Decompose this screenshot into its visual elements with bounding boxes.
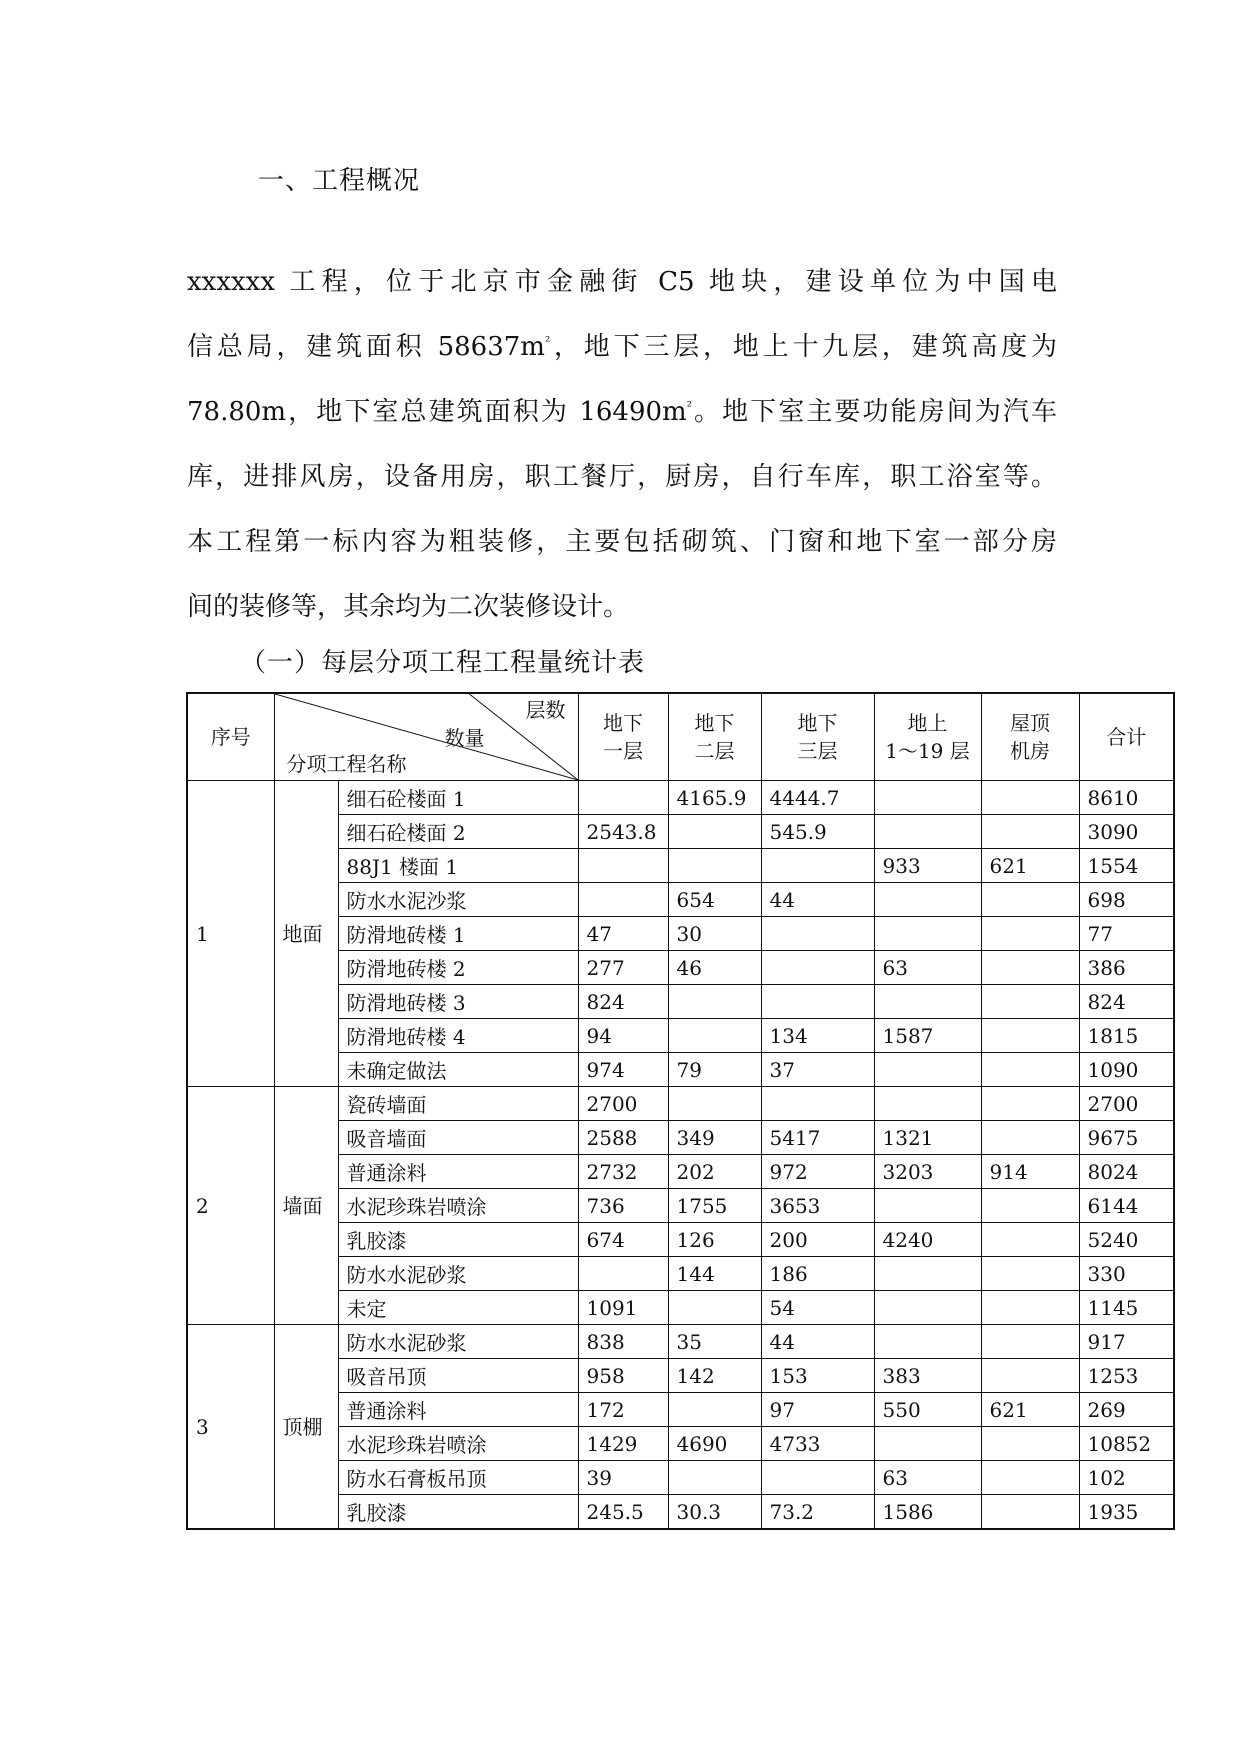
paragraph-line: 库，进排风房，设备用房，职工餐厅，厨房，自行车库，职工浴室等。: [187, 462, 1057, 492]
quantity-cell: [668, 1019, 761, 1053]
quantity-cell: [981, 1223, 1079, 1257]
quantity-cell: [981, 1019, 1079, 1053]
item-name-cell: 防水石膏板吊顶: [338, 1461, 578, 1495]
quantity-cell: 2700: [578, 1087, 668, 1121]
item-name-cell: 吸音墙面: [338, 1121, 578, 1155]
quantity-cell: 383: [874, 1359, 981, 1393]
quantity-cell: 621: [981, 849, 1079, 883]
quantity-cell: 5417: [761, 1121, 874, 1155]
paragraph-line: xxxxxx 工程，位于北京市金融街 C5 地块，建设单位为中国电: [187, 267, 1057, 297]
quantity-cell: 126: [668, 1223, 761, 1257]
quantity-cell: 4690: [668, 1427, 761, 1461]
table-header-row: [187, 693, 1174, 781]
quantity-cell: 958: [578, 1359, 668, 1393]
quantity-cell: [578, 883, 668, 917]
quantity-cell: [874, 815, 981, 849]
quantity-cell: 386: [1079, 951, 1174, 985]
quantity-cell: [981, 1495, 1079, 1530]
table-title: （一）每层分项工程工程量统计表: [240, 648, 646, 678]
quantity-cell: 1253: [1079, 1359, 1174, 1393]
quantity-cell: [874, 985, 981, 1019]
quantity-cell: 933: [874, 849, 981, 883]
quantity-cell: 186: [761, 1257, 874, 1291]
group-seq: 2: [187, 1087, 274, 1325]
quantity-cell: 35: [668, 1325, 761, 1359]
header-col: 地下 三层: [761, 693, 874, 781]
quantity-cell: 824: [1079, 985, 1174, 1019]
item-name-cell: 乳胶漆: [338, 1495, 578, 1530]
quantity-cell: 1815: [1079, 1019, 1174, 1053]
group-category-label: 墙面: [282, 1193, 323, 1218]
quantity-cell: 674: [578, 1223, 668, 1257]
quantity-cell: 1935: [1079, 1495, 1174, 1530]
quantity-cell: 144: [668, 1257, 761, 1291]
quantity-cell: [981, 1121, 1079, 1155]
quantity-cell: 4444.7: [761, 781, 874, 815]
quantity-cell: [761, 917, 874, 951]
quantity-cell: 44: [761, 883, 874, 917]
quantity-cell: [668, 849, 761, 883]
quantity-cell: 153: [761, 1359, 874, 1393]
quantity-cell: 172: [578, 1393, 668, 1427]
quantity-cell: [668, 1087, 761, 1121]
group-category-label: 地面: [282, 921, 323, 946]
header-diagonal-cell: [274, 693, 578, 781]
quantity-cell: 9675: [1079, 1121, 1174, 1155]
quantity-cell: 838: [578, 1325, 668, 1359]
item-name-cell: 水泥珍珠岩喷涂: [338, 1189, 578, 1223]
item-name-cell: 瓷砖墙面: [338, 1087, 578, 1121]
quantity-cell: 974: [578, 1053, 668, 1087]
quantity-cell: 8610: [1079, 781, 1174, 815]
quantity-cell: [761, 1087, 874, 1121]
group-category: [274, 1087, 338, 1325]
quantity-cell: [668, 815, 761, 849]
header-name-label: 分项工程名称: [286, 752, 407, 776]
item-name-cell: 未确定做法: [338, 1053, 578, 1087]
quantity-cell: 3653: [761, 1189, 874, 1223]
quantity-cell: 914: [981, 1155, 1079, 1189]
quantity-cell: 46: [668, 951, 761, 985]
quantity-cell: [981, 1053, 1079, 1087]
quantity-cell: 73.2: [761, 1495, 874, 1530]
quantity-cell: 550: [874, 1393, 981, 1427]
quantity-cell: [578, 1257, 668, 1291]
quantity-cell: 200: [761, 1223, 874, 1257]
quantity-cell: 1554: [1079, 849, 1174, 883]
item-name-cell: 防水水泥沙浆: [338, 883, 578, 917]
quantity-cell: 1587: [874, 1019, 981, 1053]
quantity-cell: 63: [874, 1461, 981, 1495]
quantity-cell: [874, 1189, 981, 1223]
table-row: [187, 1087, 1174, 1121]
quantity-cell: 621: [981, 1393, 1079, 1427]
quantity-cell: [981, 917, 1079, 951]
header-qty-label: 数量: [444, 726, 485, 750]
quantity-cell: [981, 1189, 1079, 1223]
quantity-cell: [981, 1325, 1079, 1359]
group-category: [274, 781, 338, 1087]
quantity-cell: [981, 1359, 1079, 1393]
quantity-cell: 4240: [874, 1223, 981, 1257]
quantity-cell: [874, 1427, 981, 1461]
quantity-cell: [981, 951, 1079, 985]
quantity-cell: [981, 815, 1079, 849]
quantity-cell: 1091: [578, 1291, 668, 1325]
item-name-cell: 普通涂料: [338, 1155, 578, 1189]
quantity-cell: 202: [668, 1155, 761, 1189]
group-seq: 3: [187, 1325, 274, 1530]
item-name-cell: 细石砼楼面 1: [338, 781, 578, 815]
table-body: [187, 781, 1174, 1530]
quantity-cell: [761, 849, 874, 883]
quantity-cell: 4733: [761, 1427, 874, 1461]
quantity-cell: 30.3: [668, 1495, 761, 1530]
quantity-cell: [981, 985, 1079, 1019]
quantity-cell: 654: [668, 883, 761, 917]
item-name-cell: 防滑地砖楼 2: [338, 951, 578, 985]
header-floor-label: 层数: [525, 698, 566, 722]
item-name-cell: 乳胶漆: [338, 1223, 578, 1257]
header-col: 地下 二层: [668, 693, 761, 781]
quantity-cell: 10852: [1079, 1427, 1174, 1461]
quantity-cell: [761, 951, 874, 985]
quantity-cell: [981, 1291, 1079, 1325]
quantity-cell: 8024: [1079, 1155, 1174, 1189]
quantity-cell: 2700: [1079, 1087, 1174, 1121]
group-seq: 1: [187, 781, 274, 1087]
quantity-cell: 917: [1079, 1325, 1174, 1359]
quantity-stats-table: [186, 692, 1175, 1530]
quantity-cell: 736: [578, 1189, 668, 1223]
item-name-cell: 普通涂料: [338, 1393, 578, 1427]
quantity-cell: [668, 1393, 761, 1427]
quantity-cell: [874, 781, 981, 815]
item-name-cell: 防水水泥砂浆: [338, 1325, 578, 1359]
quantity-cell: 63: [874, 951, 981, 985]
quantity-cell: [761, 985, 874, 1019]
quantity-cell: 1586: [874, 1495, 981, 1530]
quantity-cell: 4165.9: [668, 781, 761, 815]
quantity-cell: 47: [578, 917, 668, 951]
quantity-cell: 1429: [578, 1427, 668, 1461]
quantity-cell: [668, 1461, 761, 1495]
quantity-cell: [578, 849, 668, 883]
quantity-cell: 269: [1079, 1393, 1174, 1427]
quantity-cell: [981, 781, 1079, 815]
quantity-cell: 134: [761, 1019, 874, 1053]
quantity-cell: [874, 1291, 981, 1325]
paragraph-line: 本工程第一标内容为粗装修，主要包括砌筑、门窗和地下室一部分房: [187, 527, 1057, 557]
quantity-cell: 97: [761, 1393, 874, 1427]
item-name-cell: 防水水泥砂浆: [338, 1257, 578, 1291]
quantity-cell: 102: [1079, 1461, 1174, 1495]
header-col: 地下 一层: [578, 693, 668, 781]
quantity-cell: 2732: [578, 1155, 668, 1189]
paragraph-line: 间的装修等，其余均为二次装修设计。: [187, 592, 630, 622]
quantity-cell: [981, 1257, 1079, 1291]
quantity-cell: [981, 1461, 1079, 1495]
quantity-cell: [874, 1257, 981, 1291]
quantity-cell: [981, 1427, 1079, 1461]
item-name-cell: 水泥珍珠岩喷涂: [338, 1427, 578, 1461]
quantity-cell: 142: [668, 1359, 761, 1393]
item-name-cell: 未定: [338, 1291, 578, 1325]
quantity-cell: 39: [578, 1461, 668, 1495]
quantity-cell: 30: [668, 917, 761, 951]
table-row: [187, 781, 1174, 815]
quantity-cell: 245.5: [578, 1495, 668, 1530]
quantity-cell: 824: [578, 985, 668, 1019]
quantity-cell: 1321: [874, 1121, 981, 1155]
quantity-cell: 2543.8: [578, 815, 668, 849]
quantity-cell: 77: [1079, 917, 1174, 951]
quantity-cell: 54: [761, 1291, 874, 1325]
group-category: [274, 1325, 338, 1530]
item-name-cell: 细石砼楼面 2: [338, 815, 578, 849]
header-col: 地上 1～19 层: [874, 693, 981, 781]
paragraph-line: 信总局，建筑面积 $58637m^{^2}$，地下三层，地上十九层，建筑高度为: [187, 332, 1057, 362]
quantity-cell: 1090: [1079, 1053, 1174, 1087]
quantity-cell: [761, 1461, 874, 1495]
group-category-label: 顶棚: [282, 1414, 323, 1439]
table-row: [187, 1325, 1174, 1359]
quantity-cell: 545.9: [761, 815, 874, 849]
quantity-cell: [668, 985, 761, 1019]
quantity-cell: [874, 917, 981, 951]
item-name-cell: 防滑地砖楼 1: [338, 917, 578, 951]
quantity-cell: 3090: [1079, 815, 1174, 849]
item-name-cell: 88J1 楼面 1: [338, 849, 578, 883]
overview-paragraph: [187, 250, 1057, 640]
header-seq: 序号: [187, 693, 274, 781]
quantity-cell: [874, 1325, 981, 1359]
quantity-cell: 330: [1079, 1257, 1174, 1291]
header-col: 合计: [1079, 693, 1174, 781]
quantity-cell: [874, 1053, 981, 1087]
quantity-cell: 5240: [1079, 1223, 1174, 1257]
quantity-cell: 2588: [578, 1121, 668, 1155]
quantity-cell: 3203: [874, 1155, 981, 1189]
section-heading: 一、工程概况: [258, 166, 421, 196]
quantity-cell: [668, 1291, 761, 1325]
header-col: 屋顶 机房: [981, 693, 1079, 781]
quantity-cell: 94: [578, 1019, 668, 1053]
quantity-cell: [874, 883, 981, 917]
quantity-cell: [981, 883, 1079, 917]
quantity-cell: [981, 1087, 1079, 1121]
quantity-cell: 277: [578, 951, 668, 985]
paragraph-line: 78.80m，地下室总建筑面积为 $16490m^{^2}$。地下室主要功能房间为汽车: [187, 397, 1057, 427]
quantity-cell: [874, 1087, 981, 1121]
quantity-cell: 349: [668, 1121, 761, 1155]
quantity-cell: 79: [668, 1053, 761, 1087]
item-name-cell: 吸音吊顶: [338, 1359, 578, 1393]
quantity-cell: 1145: [1079, 1291, 1174, 1325]
item-name-cell: 防滑地砖楼 3: [338, 985, 578, 1019]
quantity-cell: 698: [1079, 883, 1174, 917]
quantity-cell: 6144: [1079, 1189, 1174, 1223]
quantity-cell: 37: [761, 1053, 874, 1087]
quantity-cell: [578, 781, 668, 815]
quantity-cell: 44: [761, 1325, 874, 1359]
item-name-cell: 防滑地砖楼 4: [338, 1019, 578, 1053]
quantity-cell: 972: [761, 1155, 874, 1189]
quantity-cell: 1755: [668, 1189, 761, 1223]
